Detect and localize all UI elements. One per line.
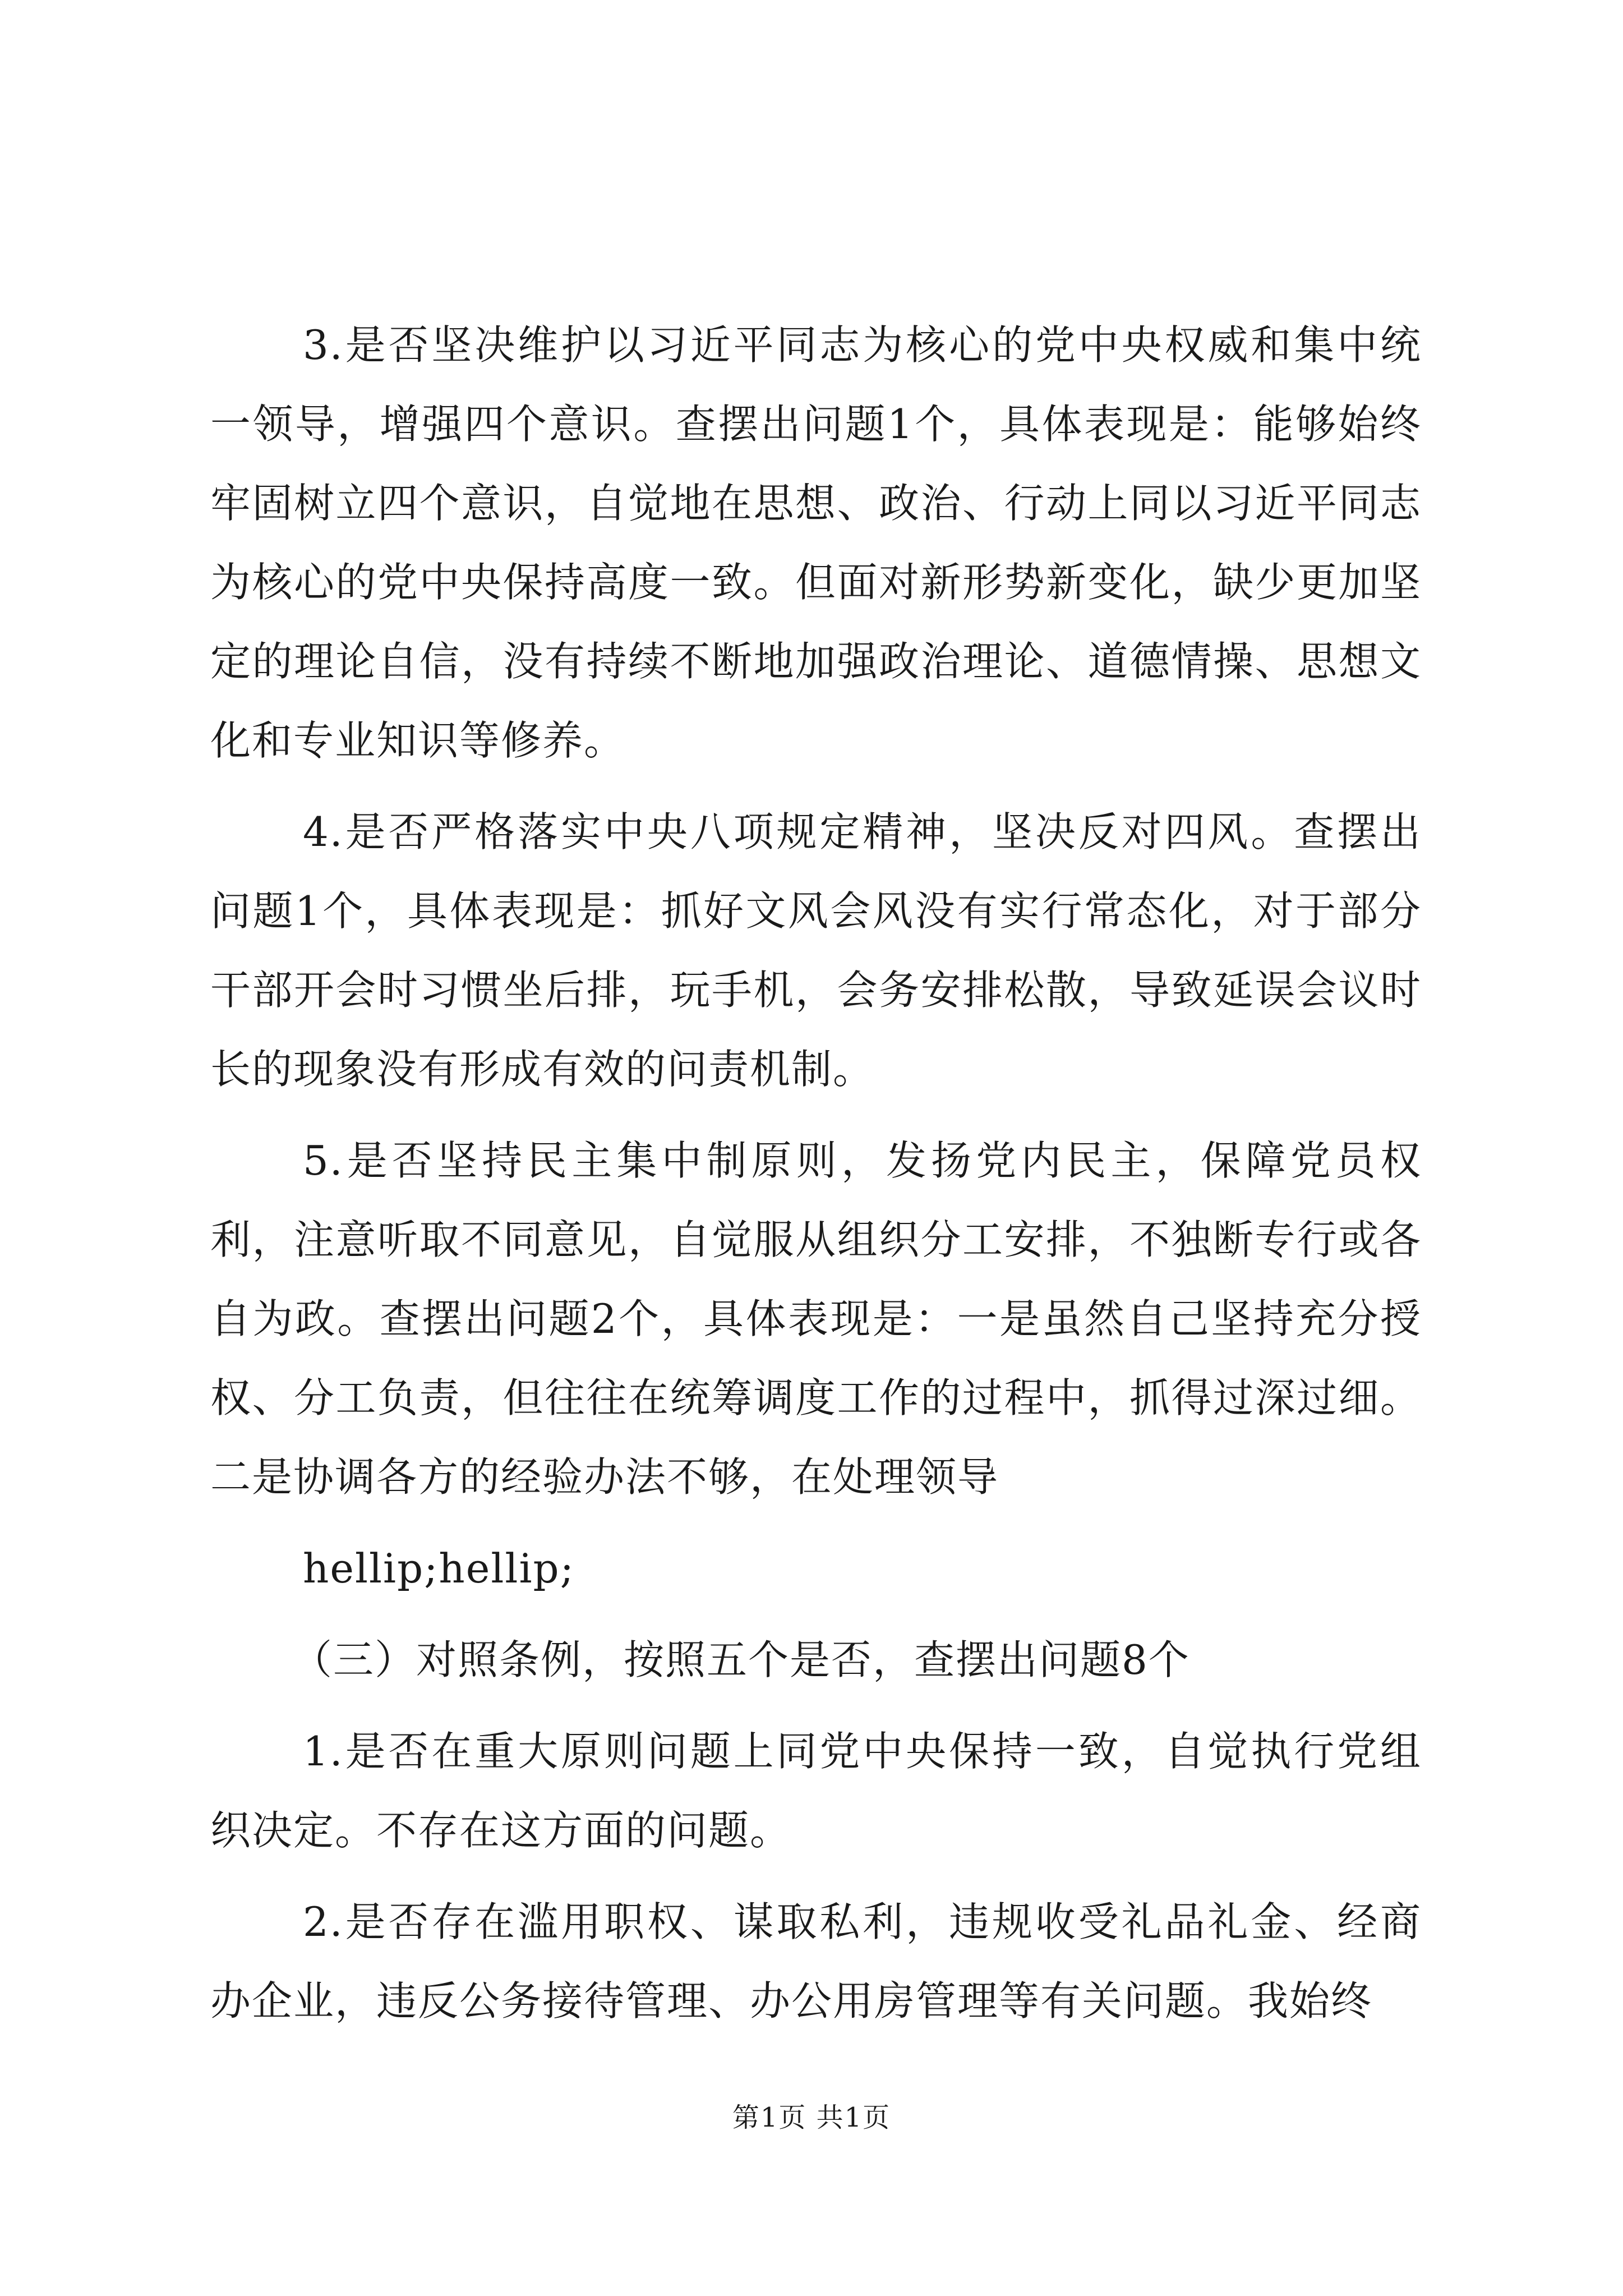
paragraph-item-3: 3.是否坚决维护以习近平同志为核心的党中央权威和集中统一领导，增强四个意识。查摆出问题1个，具体表现是：能够始终牢固树立四个意识，自觉地在思想、政治、行动上同以习近平同志为核心的党中央保持高度一致。但面对新形势新变化，缺少更加坚定的理论自信，没有持续不断地加强政治理论、道德情操、思想文化和专业知识等修养。 <box>210 321 1422 764</box>
paragraph-item-1: 1.是否在重大原则问题上同党中央保持一致，自觉执行党组织决定。不存在这方面的问题。 <box>210 1728 1422 1854</box>
section-heading-3: （三）对照条例，按照五个是否，查摆出问题8个 <box>292 1636 1190 1683</box>
page-footer: 第1页 共1页 <box>732 2102 891 2133</box>
paragraph-item-4: 4.是否严格落实中央八项规定精神，坚决反对四风。查摆出问题1个，具体表现是：抓好文风会风没有实行常态化，对于部分干部开会时习惯坐后排，玩手机，会务安排松散，导致延误会议时长的现象没有形成有效的问责机制。 <box>210 808 1422 1093</box>
paragraph-item-2: 2.是否存在滥用职权、谋取私利，违规收受礼品礼金、经商办企业，违反公务接待管理、办公用房管理等有关问题。我始终 <box>210 1898 1422 2024</box>
document-body <box>210 306 1422 2053</box>
paragraph-item-5: 5.是否坚持民主集中制原则，发扬党内民主，保障党员权利，注意听取不同意见，自觉服从组织分工安排，不独断专行或各自为政。查摆出问题2个，具体表现是：一是虽然自己坚持充分授权、分工负责，但往往在统筹调度工作的过程中，抓得过深过细。二是协调各方的经验办法不够，在处理领导 <box>210 1137 1422 1501</box>
paragraph-ellipsis: hellip;hellip; <box>303 1545 575 1592</box>
